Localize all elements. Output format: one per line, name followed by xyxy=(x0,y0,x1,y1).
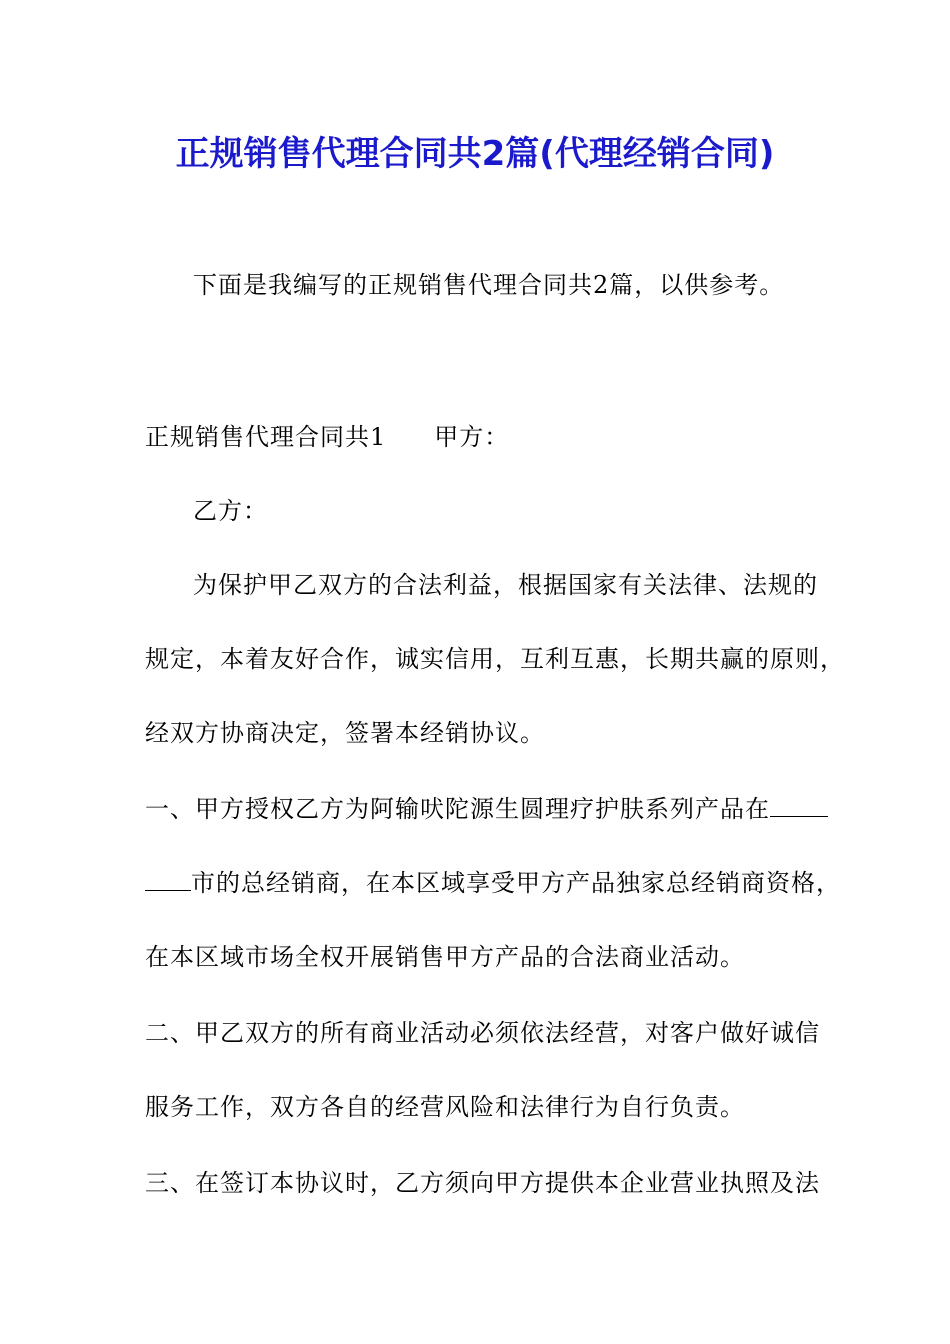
party-a-label: 甲方： xyxy=(434,423,510,451)
party-b-label: 乙方： xyxy=(193,497,268,525)
clause-text: 市的总经销商，在本区域享受甲方产品独家总经销商资格， xyxy=(191,869,841,897)
clause-2-line: 二、甲乙双方的所有商业活动必须依法经营，对客户做好诚信 xyxy=(145,1019,820,1047)
section-heading-line xyxy=(145,420,509,454)
clause-2-line: 服务工作，双方各自的经营风险和法律行为自行负责。 xyxy=(145,1093,745,1121)
paragraph-line: 经双方协商决定，签署本经销协议。 xyxy=(145,719,545,747)
paragraph-line: 为保护甲乙双方的合法利益，根据国家有关法律、法规的 xyxy=(193,571,818,599)
fill-in-blank xyxy=(770,796,828,817)
fill-in-blank xyxy=(145,870,191,891)
clause-text: 一、甲方授权乙方为阿输吠陀源生圆理疗护肤系列产品在 xyxy=(145,795,770,823)
clause-1-line xyxy=(145,792,828,826)
paragraph-line: 规定，本着友好合作，诚实信用，互利互惠，长期共赢的原则， xyxy=(145,645,845,673)
clause-1-line xyxy=(145,866,841,900)
section-heading: 正规销售代理合同共1 xyxy=(145,423,387,451)
intro-text: 下面是我编写的正规销售代理合同共2篇，以供参考。 xyxy=(193,271,785,299)
clause-1-line: 在本区域市场全权开展销售甲方产品的合法商业活动。 xyxy=(145,943,745,971)
clause-3-line: 三、在签订本协议时，乙方须向甲方提供本企业营业执照及法 xyxy=(145,1169,820,1197)
document-title: 正规销售代理合同共2篇(代理经销合同) xyxy=(175,134,775,174)
